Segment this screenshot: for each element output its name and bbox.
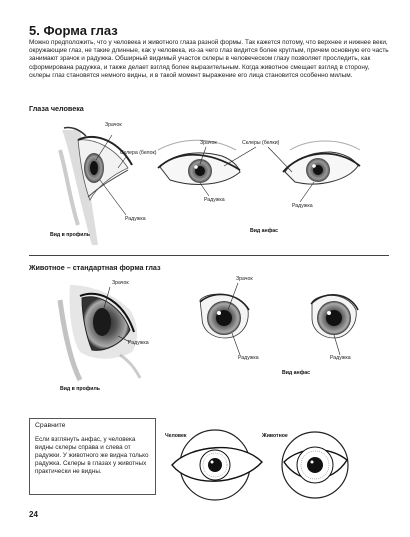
page-number: 24: [29, 510, 38, 519]
animal-front-eyes-drawing: [200, 283, 358, 355]
compare-text-block: [35, 436, 153, 476]
compare-animal-eye-diagram: [282, 432, 348, 498]
animal-front-pupil-label: Зрачок: [236, 276, 253, 282]
compare-title: Сравните: [35, 422, 66, 429]
animal-front-caption: Вид анфас: [282, 370, 310, 376]
compare-animal-label: Животное: [262, 433, 288, 439]
animal-profile-pupil-label: Зрачок: [112, 280, 129, 286]
compare-human-label: Человек: [165, 433, 187, 439]
human-front-caption: Вид анфас: [250, 228, 278, 234]
human-front-iris-left-label: Радужка: [204, 197, 225, 203]
animal-profile-eye-drawing: [60, 285, 140, 380]
human-front-iris-right-label: Радужка: [292, 203, 313, 209]
compare-text: Если взглянуть анфас, у человека видны склеры справа и слева от радужки. У животного же видна только радужка. Склеры в глазах у животных практически не видны.: [35, 436, 149, 475]
human-profile-iris-label: Радужка: [125, 216, 146, 222]
animal-profile-iris-label: Радужка: [128, 340, 149, 346]
human-front-sclera-label: Склеры (белки): [242, 140, 280, 146]
human-profile-sclera-label: Склера (белок): [120, 150, 157, 156]
human-profile-pupil-label: Зрачок: [105, 122, 122, 128]
animal-eyes-heading: Животное – стандартная форма глаз: [29, 263, 161, 272]
intro-text: Можно предположить, что у человека и животного глаза разной формы. Так кажется потому, что верхнее и нижнее веки, окружающие глаз, не такие длинные, как у человека, из-за чего глаз видится более круглым, причем основную его часть занимают зрачок и радужка. Обширный видимый участок склеры в человеческом глазу позволяет проследить, как сформирована радужка, и также делает взгляд более выразительным. Когда животное смещает взгляд в сторону, склеры глаз становятся немного видны, и в такой момент выражение его лица становится особенно милым.: [29, 39, 389, 79]
human-profile-caption: Вид в профиль: [50, 232, 90, 238]
animal-front-iris-right-label: Радужка: [330, 355, 351, 361]
animal-profile-caption: Вид в профиль: [60, 386, 100, 392]
animal-front-iris-left-label: Радужка: [238, 355, 259, 361]
compare-human-eye-diagram: [172, 430, 262, 500]
human-front-pupil-label: Зрачок: [200, 140, 217, 146]
section-divider: [29, 255, 389, 256]
human-profile-eye-drawing: [60, 127, 132, 245]
human-eyes-heading: Глаза человека: [29, 104, 84, 113]
human-front-eyes-drawing: [158, 140, 360, 202]
page-title: 5. Форма глаз: [29, 23, 118, 38]
